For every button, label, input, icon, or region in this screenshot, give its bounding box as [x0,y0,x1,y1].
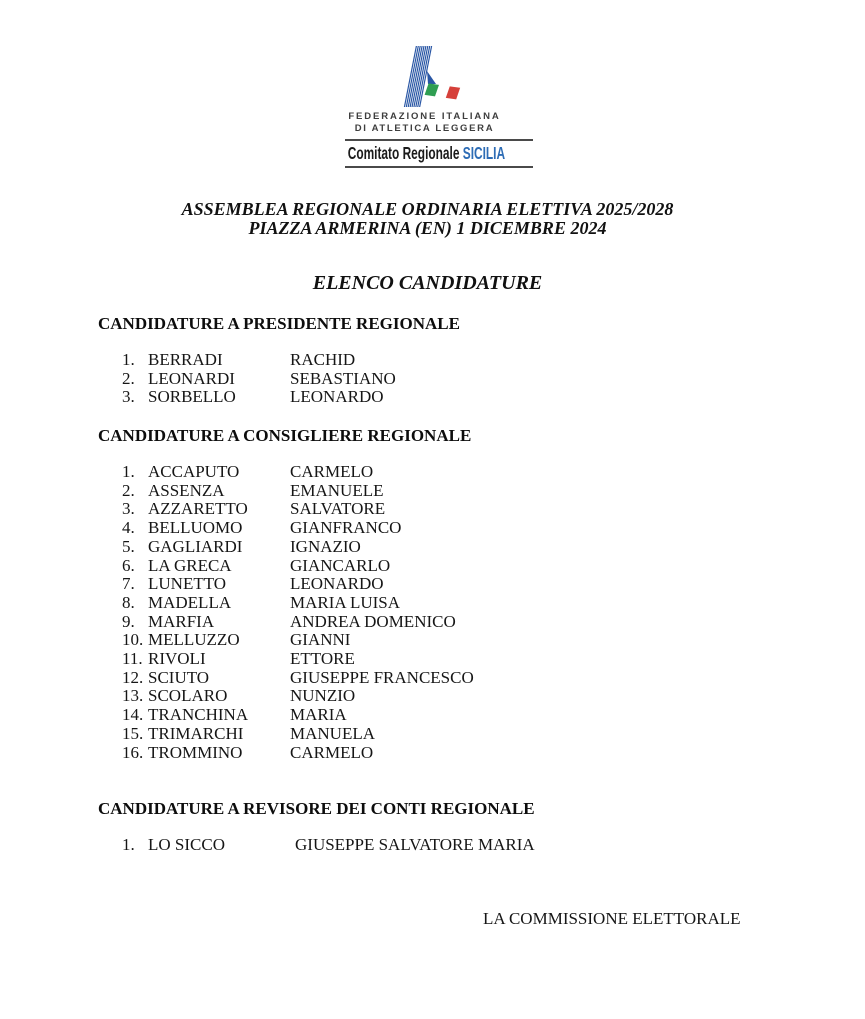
candidate-number: 10. [122,630,144,650]
candidate-number: 7. [122,574,135,594]
candidate-surname: SCIUTO [148,667,210,687]
candidate-given-name: NUNZIO [290,686,356,706]
candidate-number: 1. [122,835,135,854]
candidate-number: 1. [122,350,135,369]
candidate-given-name: MARIA [290,705,347,725]
candidate-surname: LO SICCO [148,835,225,854]
candidate-row [122,669,474,688]
candidate-given-name: ETTORE [290,649,355,669]
candidate-given-name: LEONARDO [290,387,384,407]
candidate-surname: LEONARDI [148,368,235,388]
candidate-row [122,631,474,650]
candidate-given-name: MANUELA [290,723,375,743]
regional-committee-banner [345,139,533,168]
fidal-logo-icon [398,40,464,110]
committee-region-text: SICILIA [462,143,506,163]
candidate-given-name: CARMELO [290,742,374,762]
candidate-number: 12. [122,667,144,687]
candidate-list-revisore [122,836,535,855]
list-title: ELENCO CANDIDATURE [312,272,543,294]
candidate-given-name: GIANCARLO [290,555,391,575]
candidate-row [122,613,474,632]
candidate-given-name: ANDREA DOMENICO [290,611,456,631]
candidate-number: 15. [122,723,144,743]
candidate-surname: ASSENZA [148,480,225,500]
candidate-row [122,557,474,576]
assembly-title-line2: PIAZZA ARMERINA (EN) 1 DICEMBRE 2024 [248,218,607,238]
candidate-row [122,388,396,407]
candidate-given-name: SALVATORE [290,499,386,519]
candidate-number: 6. [122,555,135,575]
electoral-commission-signature: LA COMMISSIONE ELETTORALE [483,909,741,928]
candidate-number: 16. [122,742,144,762]
candidate-surname: BERRADI [148,350,223,369]
candidate-given-name: RACHID [290,350,356,369]
candidate-surname: GAGLIARDI [148,536,243,556]
candidate-row [122,594,474,613]
candidate-given-name: LEONARDO [290,574,384,594]
candidate-row [122,370,396,389]
candidate-row [122,706,474,725]
candidate-number: 3. [122,499,135,519]
candidate-given-name: GIUSEPPE FRANCESCO [290,667,474,687]
candidate-surname: LA GRECA [148,555,232,575]
candidate-row [122,482,474,501]
candidate-list-consigliere [122,463,474,762]
candidate-number: 11. [122,649,143,669]
candidate-surname: ACCAPUTO [148,462,240,481]
committee-label-text: Comitato Regionale [347,143,463,163]
candidate-surname: LUNETTO [148,574,227,594]
candidate-row [122,687,474,706]
candidate-surname: RIVOLI [148,649,206,669]
candidate-number: 5. [122,536,135,556]
candidate-number: 2. [122,368,135,388]
candidate-number: 2. [122,480,135,500]
candidate-surname: AZZARETTO [148,499,248,519]
candidate-row [122,725,474,744]
candidate-number: 14. [122,705,144,725]
section-heading-revisore: CANDIDATURE A REVISORE DEI CONTI REGIONALE [98,799,535,818]
candidate-given-name: SEBASTIANO [290,368,396,388]
candidate-given-name: GIUSEPPE SALVATORE MARIA [295,835,535,854]
section-heading-consigliere: CANDIDATURE A CONSIGLIERE REGIONALE [98,426,472,445]
candidate-row [122,744,474,763]
candidate-given-name: GIANFRANCO [290,518,402,538]
candidate-row [122,650,474,669]
assembly-title-line1: ASSEMBLEA REGIONALE ORDINARIA ELETTIVA 2025/2028 [181,199,674,219]
candidate-row [122,463,474,482]
candidate-given-name: EMANUELE [290,480,384,500]
candidate-row [122,500,474,519]
candidate-surname: BELLUOMO [148,518,243,538]
candidate-list-presidente [122,351,396,407]
candidate-given-name: IGNAZIO [290,536,361,556]
candidate-surname: MELLUZZO [148,630,240,650]
federation-name-line2: DI ATLETICA LEGGERA [354,123,495,134]
candidate-row [122,351,396,370]
candidate-row [122,519,474,538]
candidate-row [122,575,474,594]
candidate-surname: TRIMARCHI [148,723,244,743]
section-heading-presidente: CANDIDATURE A PRESIDENTE REGIONALE [98,314,460,333]
candidate-surname: MARFIA [148,611,215,631]
candidate-surname: MADELLA [148,592,232,612]
candidate-surname: TROMMINO [148,742,243,762]
candidate-given-name: MARIA LUISA [290,592,401,612]
candidate-number: 8. [122,592,135,612]
candidate-number: 3. [122,387,135,407]
federation-name-line1: FEDERAZIONE ITALIANA [348,111,501,122]
candidate-given-name: GIANNI [290,630,351,650]
candidate-surname: TRANCHINA [148,705,249,725]
candidate-surname: SCOLARO [148,686,228,706]
candidate-number: 4. [122,518,135,538]
regional-committee-label [345,143,505,164]
candidate-row [122,538,474,557]
candidate-given-name: CARMELO [290,462,374,481]
candidate-row [122,836,535,855]
candidate-number: 9. [122,611,135,631]
candidate-number: 13. [122,686,144,706]
candidate-number: 1. [122,462,135,481]
candidate-surname: SORBELLO [148,387,236,407]
